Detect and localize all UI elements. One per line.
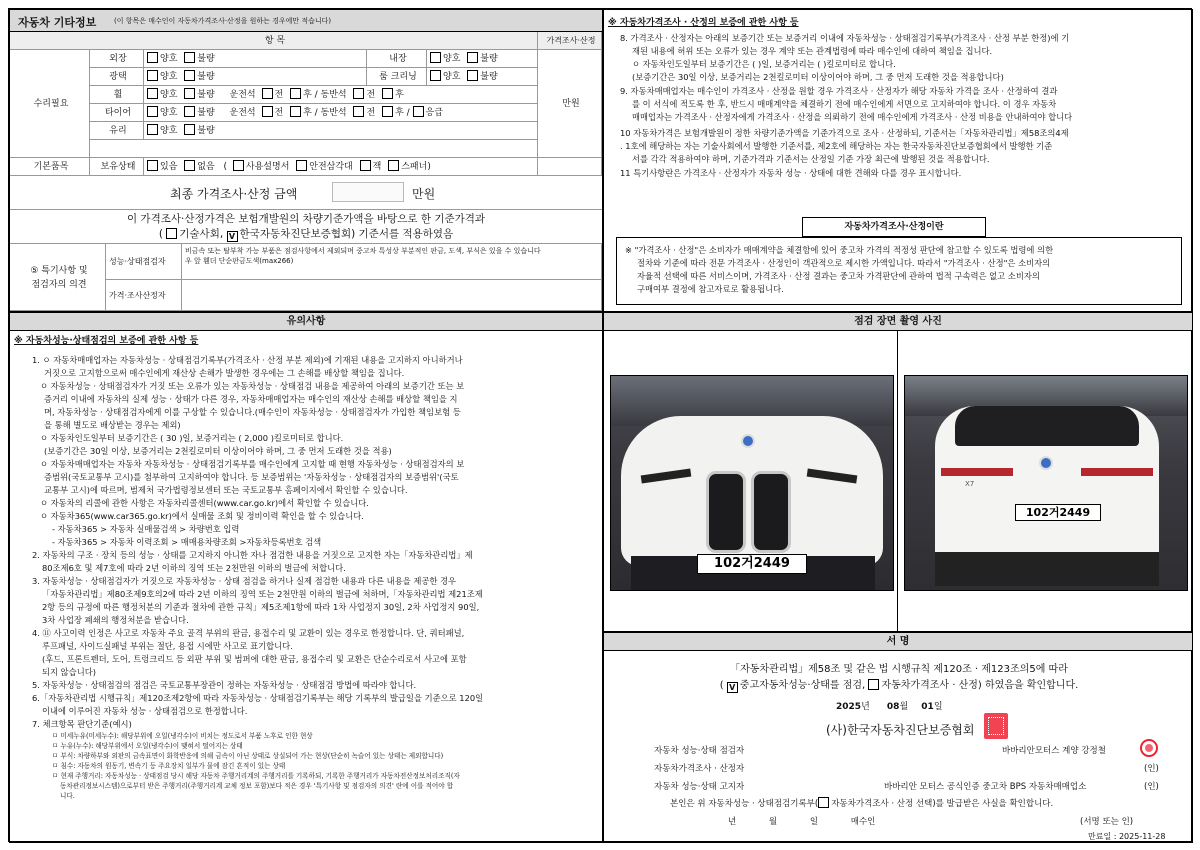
notice-line: 6.「자동차관리법 시행규칙」제120조제2항에 따라 자동차성능 · 상태점검기록부는 해당 기록부의 발급일을 기준으로 120일 bbox=[32, 693, 484, 703]
price-checker-opinion bbox=[182, 280, 602, 311]
criteria-line: ㅁ 침수: 자동차의 원동기, 변속기 등 주요장치 일부가 물에 잠긴 흔적이 있는 상태 bbox=[52, 762, 286, 770]
basic-none-checkbox[interactable] bbox=[184, 160, 195, 171]
front-license-plate: 102거2449 bbox=[697, 554, 807, 574]
buyer-date-line: 년 월 일 매수인 bbox=[728, 817, 876, 827]
gloss-good-checkbox[interactable] bbox=[147, 70, 158, 81]
confirmation-line: ( V 중고자동차성능·상태를 점검, 자동차가격조사 · 산정) 하였음을 확인합니다. bbox=[719, 680, 1079, 692]
holding-status-label: 보유상태 bbox=[90, 158, 144, 176]
row-label-glass: 유리 bbox=[90, 122, 144, 140]
notice-line: 3. 자동차성능 · 상태점검자가 거짓으로 자동차성능 · 상태 점검을 하거나 실제 점검한 내용과 다른 내용을 제공한 경우 bbox=[32, 576, 457, 586]
basic-items-label: 기본품목 bbox=[10, 158, 90, 176]
row-options-tire: 양호 불량 운전석 전 후 / 동반석 전 후 / 응급 bbox=[144, 104, 538, 122]
notice-line: 교통부 고시)에 따르며, 범제처 국가법령정보센터 또는 국토교통부 홈페이지에서 확인할 수 있습니다. bbox=[44, 485, 408, 495]
notice-line: 이내에 이루어진 자동차 성능 · 상태점검으로 한정합니다. bbox=[42, 706, 248, 716]
repair-needed-label: 수리필요 bbox=[10, 50, 90, 158]
signature-row-label: 자동차 성능·상태 고지자 bbox=[654, 782, 745, 792]
notice-line: - 자동차365 > 자동차 이력조회 > 매매용차량조회 >자동차등록번호 검색 bbox=[52, 537, 322, 547]
notice-line: 7. 체크항목 판단기준(예시) bbox=[32, 719, 132, 729]
interior-bad-checkbox[interactable] bbox=[467, 52, 478, 63]
notice-line: ㅇ 자동차의 리콜에 관한 사항은 자동차리콜센터(www.car.go.kr)에서 확인할 수 있습니다. bbox=[40, 498, 369, 508]
col-price-header: 가격조사·산정 bbox=[538, 32, 602, 50]
price-definition-line: 절차와 기준에 따라 전문 가격조사 · 산정인이 객관적으로 제시한 가액입니다. 따라서 "가격조사 · 산정"은 소비자의 bbox=[637, 258, 1051, 268]
price-checker-label: 가격·조사산정자 bbox=[106, 280, 182, 311]
inspector-seal bbox=[1140, 739, 1158, 757]
signature-row-mark: (인) bbox=[1144, 764, 1159, 774]
triangle-checkbox[interactable] bbox=[296, 160, 307, 171]
signature-header: 서 명 bbox=[604, 633, 1192, 651]
notice-line: 2항 등의 규정에 따른 행정처분의 기준과 절차에 관한 규칙」제5조제1항에 따라 1차 사업정지 30일, 2차 사업정지 90일, bbox=[42, 602, 480, 612]
notices-section bbox=[9, 312, 603, 843]
price-guarantee-line: 9. 자동차매매업자는 매수인이 가격조사 · 산정을 원할 경우 가격조사 · 산정자가 해당 자동차 가격을 조사 · 산정하여 결과 bbox=[620, 86, 1058, 96]
price-guarantee-line: . 1호에 해당하는 자는 기술사회에서 발행한 기준서를, 제2호에 해당하는 자는 한국자동차진단보증협회에서 발행한 기준 bbox=[620, 141, 1053, 151]
wheel-driver-front-checkbox[interactable] bbox=[262, 88, 273, 99]
rear-car-photo bbox=[904, 375, 1188, 591]
price-guarantee-line: 서를 각각 적용하여야 하며, 기준가격과 기준서는 산정일 기준 가장 최근에 발행된 것을 적용합니다. bbox=[632, 154, 990, 164]
receipt-line: 본인은 위 자동차성능 · 상태점검기록부( 자동차가격조사 · 산정 선택)를 발급받은 사실을 확인합니다. bbox=[670, 799, 1054, 809]
price-definition-line: 구매여부 결정에 참고자료로 활용됩니다. bbox=[637, 284, 784, 294]
notices-subtitle: ※ 자동차성능·상태점검의 보증에 관한 사항 등 bbox=[14, 336, 199, 346]
notice-line: ㅇ 자동차매매업자는 자동차 자동차성능 · 상태점검기록부를 매수인에게 고지할 때 현행 자동차성능 · 상태점검자의 보 bbox=[40, 459, 465, 469]
row-options-interior: 양호 불량 bbox=[427, 50, 538, 68]
price-guarantee-line: 를 이 서식에 적도록 한 후, 반드시 매매계약을 체결하기 전에 매수인에게 서면으로 고지하여야 합니다. 이 경우 자동차 bbox=[632, 99, 1057, 109]
signature-row-label: 자동차가격조사 · 산정자 bbox=[654, 764, 745, 774]
vehicle-other-info-section bbox=[9, 9, 603, 312]
special-notes-label: ⑤ 특기사항 및 점검자의 의견 bbox=[10, 244, 106, 311]
price-guarantee-line: 10 자동차가격은 보험개발원이 정한 차량기준가액을 기준가격으로 조사 · 산정하되, 기준서는「자동차관리법」제58조의4제 bbox=[620, 128, 1069, 138]
inspection-photos-section bbox=[603, 312, 1193, 632]
criteria-line: ㅁ 부식: 차량하부와 외판의 금속표면이 화학반응에 의해 금속이 아닌 상태로 상실되어 가는 현상(단순히 녹슬어 있는 상태는 제외합니다) bbox=[52, 752, 444, 760]
price-guarantee-section bbox=[603, 9, 1193, 312]
wheel-passenger-rear-checkbox[interactable] bbox=[382, 88, 393, 99]
notice-line: 2. 자동차의 구조 · 장치 등의 성능 · 상태를 고지하지 아니한 자나 점검한 내용을 거짓으로 고지한 자는「자동차관리법」제 bbox=[32, 550, 473, 560]
photos-header: 점검 장면 촬영 사진 bbox=[604, 313, 1192, 331]
signature-row-label: 자동차 성능·상태 점검자 bbox=[654, 746, 745, 756]
price-definition-box bbox=[616, 237, 1182, 305]
issue-date: 2025년 08월 01일 bbox=[836, 702, 943, 712]
gloss-bad-checkbox[interactable] bbox=[184, 70, 195, 81]
notice-line: 80조제6호 및 제7호에 따라 2년 이하의 징역 또는 2천만원 이하의 벌금에 처합니다. bbox=[42, 563, 346, 573]
confirm-price-checkbox[interactable] bbox=[868, 679, 879, 690]
expiry-date: 만료일 : 2025-11-28 bbox=[1088, 832, 1166, 841]
notice-line: 을 통해 별도로 배상받는 경우는 제외) bbox=[44, 420, 181, 430]
wheel-bad-checkbox[interactable] bbox=[184, 88, 195, 99]
notice-line: 증거리 이내에 자동차의 실제 성능 · 상태가 다른 경우, 자동차매매업자는 매수인의 재산상 손해를 배상할 책임을 지 bbox=[44, 394, 458, 404]
confirm-performance-checkbox[interactable]: V bbox=[727, 682, 738, 693]
notices-header: 유의사항 bbox=[10, 313, 602, 331]
glass-good-checkbox[interactable] bbox=[147, 124, 158, 135]
tire-passenger-front-checkbox[interactable] bbox=[353, 106, 364, 117]
notice-line: 1. ㅇ 자동차매매업자는 자동차성능 · 상태점검기록부(가격조사 · 산정 부분 제외)에 기재된 내용을 고지하지 아니하거나 bbox=[32, 355, 463, 365]
interior-good-checkbox[interactable] bbox=[430, 52, 441, 63]
front-car-photo bbox=[610, 375, 894, 591]
criteria-line: ㅁ 누유(누수): 해당부위에서 오일(냉각수)이 맺혀서 떨어지는 상태 bbox=[52, 742, 243, 750]
basis-line-1: 이 가격조사·산정가격은 보험개발원의 차량기준가액을 바탕으로 한 기준가격과 bbox=[126, 213, 486, 225]
tire-driver-front-checkbox[interactable] bbox=[262, 106, 273, 117]
price-guarantee-line: (보증기간은 30일 이상, 보증거리는 2천킬로미터 이상이어야 하며, 그 중 먼저 도래한 것을 적용합니다) bbox=[632, 72, 1004, 82]
receipt-price-checkbox[interactable] bbox=[818, 797, 829, 808]
room-cleaning-good-checkbox[interactable] bbox=[430, 70, 441, 81]
price-guarantee-line: 매매업자는 가격조사 · 산정자에게 가격조사 · 산정을 의뢰하기 전에 매수인에게 가격조사 · 산정 비용을 안내하여야 합니다 bbox=[632, 112, 1073, 122]
price-definition-text bbox=[625, 244, 1173, 296]
signature-section bbox=[603, 632, 1193, 843]
price-guarantee-line: 8. 가격조사 · 산정자는 아래의 보증기간 또는 보증거리 이내에 자동차성능 · 상태점검기록부(가격조사 · 산정 부분 한정)에 기 bbox=[620, 33, 1070, 43]
row-label-wheel: 휠 bbox=[90, 86, 144, 104]
price-unit-cell: 만원 bbox=[538, 50, 602, 158]
perf-inspector-label: 성능·상태점검자 bbox=[106, 244, 182, 280]
price-definition-title-box: 자동차가격조사·산정이란 bbox=[802, 217, 986, 237]
final-price-label: 최종 가격조사·산정 금액 bbox=[170, 187, 298, 201]
basic-items-price-cell bbox=[538, 158, 602, 176]
basis-line-2: ( 기술사회, V 한국자동차진단보증협회) 기준서를 적용하였음 bbox=[158, 228, 454, 241]
col-item-header: 항 목 bbox=[10, 32, 538, 50]
price-guarantee-line: 11 특기사항란은 가격조사 · 산정자가 자동차 성능 · 상태에 대한 견해와 다를 경우 표시합니다. bbox=[620, 168, 962, 178]
criteria-line: 니다. bbox=[60, 792, 75, 800]
notice-line: ㅇ 자동차365(www.car365.go.kr)에서 실매물 조회 및 정비이력 확인을 할 수 있습니다. bbox=[40, 511, 364, 521]
row-options-glass: 양호 불량 bbox=[144, 122, 538, 140]
criteria-line: ㅁ 현재 주행거리: 자동차성능 · 상태점검 당시 해당 자동차 주행거리계의 주행거리를 기록하되, 기록한 주행거리가 자동차전산정보처리조직(자 bbox=[52, 772, 460, 780]
wheel-good-checkbox[interactable] bbox=[147, 88, 158, 99]
rear-license-plate: 102거2449 bbox=[1015, 504, 1101, 521]
rear-model-badge: X7 bbox=[965, 480, 975, 488]
photo-divider bbox=[897, 331, 898, 631]
notice-line: 3차 사업장 폐쇄의 행정처분을 받습니다. bbox=[42, 615, 189, 625]
spanner-checkbox[interactable] bbox=[388, 160, 399, 171]
notice-line: 증범위(국토교통부 고시)를 첨부하여 고지하여야 합니다. 등 보증범위는 '자동차성능 · 상태점검자의 보증범위'(국토 bbox=[44, 472, 459, 482]
exterior-bad-checkbox[interactable] bbox=[184, 52, 195, 63]
notice-line: (보증기간은 30일 이상, 보증거리는 2천킬로미터 이상이어야 하며, 그 중 먼저 도래한 것을 적용) bbox=[44, 446, 392, 456]
row-options-room-cleaning: 양호 불량 bbox=[427, 68, 538, 86]
signature-row-mark: (인) bbox=[1144, 782, 1159, 792]
basis-engineers-checkbox[interactable] bbox=[166, 228, 177, 239]
glass-bad-checkbox[interactable] bbox=[184, 124, 195, 135]
tire-passenger-rear-checkbox[interactable] bbox=[382, 106, 393, 117]
tire-emergency-checkbox[interactable] bbox=[413, 106, 424, 117]
price-definition-line: 자율적 선택에 따른 서비스이며, 가격조사 · 산정 결과는 중고차 가격판단에 관하여 법적 구속력은 없고 소비자의 bbox=[637, 271, 1040, 281]
tire-bad-checkbox[interactable] bbox=[184, 106, 195, 117]
tire-driver-rear-checkbox[interactable] bbox=[290, 106, 301, 117]
row-label-exterior: 외장 bbox=[90, 50, 144, 68]
inspection-record-page bbox=[8, 8, 1192, 842]
row-options-gloss: 양호 불량 bbox=[144, 68, 367, 86]
section-title-bar bbox=[10, 10, 602, 32]
tire-good-checkbox[interactable] bbox=[147, 106, 158, 117]
exterior-good-checkbox[interactable] bbox=[147, 52, 158, 63]
notice-line: 「자동차관리법」제80조제9호의2에 따라 2년 이하의 징역 또는 2천만원 이하의 벌금에 처하며,「자동차관리법 제21조제 bbox=[42, 589, 483, 599]
room-cleaning-bad-checkbox[interactable] bbox=[467, 70, 478, 81]
law-basis-line: 「자동차관리법」제58조 및 같은 법 시행규칙 제120조 · 제123조의5에 따라 bbox=[730, 664, 1068, 675]
notice-line: 5. 자동차성능 · 상태점검의 점검은 국토교통부장관이 정하는 자동차성능 · 상태점검 방법에 따라야 합니다. bbox=[32, 680, 417, 690]
price-guarantee-line: 재된 내용에 허위 또는 오류가 있는 경우 계약 또는 관계법령에 따라 매수인에 대하여 책임을 집니다. bbox=[632, 46, 993, 56]
price-guarantee-subtitle: ※ 자동차가격조사 · 산정의 보증에 관한 사항 등 bbox=[608, 18, 799, 28]
notice-line: ㅇ 자동차성능 · 상태점검자가 거짓 또는 오류가 있는 자동차성능 · 상태점검 내용을 제공하여 아래의 보증기간 또는 보 bbox=[40, 381, 465, 391]
association-name: (사)한국자동차진단보증협회 bbox=[826, 723, 975, 737]
row-options-basic-items: 있음 없음 ( 사용설명서 안전삼각대 잭 스패너) bbox=[144, 158, 538, 176]
criteria-line: ㅁ 미세누유(미세누수): 해당부위에 오일(냉각수)이 비치는 정도로서 부품 노후로 인한 현상 bbox=[52, 732, 313, 740]
price-guarantee-line: ㅇ 자동차인도일부터 보증기간은 ( )일, 보증거리는 ( )킬로미터로 합니다. bbox=[632, 59, 896, 69]
row-label-gloss: 광택 bbox=[90, 68, 144, 86]
notice-line: 4. ⑪ 사고이력 인정은 사고로 자동차 주요 골격 부위의 판금, 용접수리 및 교환이 있는 경우로 한정합니다. 단, 쿼터패널, bbox=[32, 628, 465, 638]
row-options-wheel: 양호 불량 운전석 전 후 / 동반석 전 후 bbox=[144, 86, 538, 104]
signature-row-value: 바바리안 모터스 공식인증 중고차 BPS 자동차매매업소 bbox=[884, 782, 1087, 792]
jack-checkbox[interactable] bbox=[360, 160, 371, 171]
final-price-input[interactable] bbox=[332, 182, 404, 202]
wheel-passenger-front-checkbox[interactable] bbox=[353, 88, 364, 99]
manual-checkbox[interactable] bbox=[233, 160, 244, 171]
notice-line: - 자동차365 > 자동차 실매물검색 > 차량번호 입력 bbox=[52, 524, 240, 534]
row-label-tire: 타이어 bbox=[90, 104, 144, 122]
section-title-note: (이 항목은 매수인이 자동차가격조사·산정을 원하는 경우에만 적습니다) bbox=[114, 17, 332, 25]
final-price-unit: 만원 bbox=[412, 187, 436, 201]
final-price-row bbox=[10, 176, 602, 210]
row-label-room-cleaning: 룸 크리닝 bbox=[367, 68, 427, 86]
perf-inspector-opinion: 비금속 또는 탈부착 가능 부품은 점검사항에서 제외되며 중고차 특성상 부분적인 판금, 도색, 부식은 있을 수 있습니다 우 앞 휀더 단순판금도색(max266) bbox=[182, 244, 602, 280]
association-seal bbox=[984, 713, 1008, 739]
criteria-line: 동차관리정보시스템)으로부터 받은 주행거리(주행거리계 교체 정보 포함)보다 적은 경우 '특기사항 및 점검자의 의견' 란에 이를 적어야 합 bbox=[60, 782, 454, 790]
wheel-driver-rear-checkbox[interactable] bbox=[290, 88, 301, 99]
notice-line: 며, 자동차성능 · 상태점검자에게 이를 구상할 수 있습니다.(매수인이 자동차성능 · 상태점검자가 가입한 책임보험 등 bbox=[44, 407, 461, 417]
basic-have-checkbox[interactable] bbox=[147, 160, 158, 171]
signature-row-value: 바바리안모터스 계양 강정철 bbox=[1002, 746, 1106, 756]
notice-line: (후드, 프론트펜더, 도어, 트렁크리드 등 외판 부위 및 범퍼에 대한 판금, 용접수리 및 교환은 단순수리로서 사고에 포함 bbox=[42, 654, 467, 664]
row-options-exterior: 양호 불량 bbox=[144, 50, 367, 68]
notice-line: 루프패널, 사이드실패널 부위는 절단, 용접 시에만 사고로 표기합니다. bbox=[42, 641, 293, 651]
notice-line: ㅇ 자동차인도일부터 보증기간은 ( 30 )일, 보증거리는 ( 2,000 )킬로미터로 합니다. bbox=[40, 433, 344, 443]
notice-line: 거짓으로 고지함으로써 매수인에게 재산상 손해가 발생한 경우에는 그 손해를 배상할 책임을 집니다. bbox=[44, 368, 405, 378]
repair-spacer bbox=[90, 140, 538, 158]
price-definition-line: ※ "가격조사 · 산정"은 소비자가 매매계약을 체결함에 있어 중고차 가격의 적정성 판단에 참고할 수 있도록 법령에 의한 bbox=[625, 245, 1054, 255]
notice-line: 되지 않습니다) bbox=[42, 667, 96, 677]
row-label-interior: 내장 bbox=[367, 50, 427, 68]
basis-association-checkbox[interactable]: V bbox=[227, 231, 238, 242]
basis-statement bbox=[10, 210, 602, 244]
section-title: 자동차 기타정보 bbox=[18, 16, 97, 29]
buyer-sign-note: (서명 또는 인) bbox=[1080, 817, 1134, 827]
